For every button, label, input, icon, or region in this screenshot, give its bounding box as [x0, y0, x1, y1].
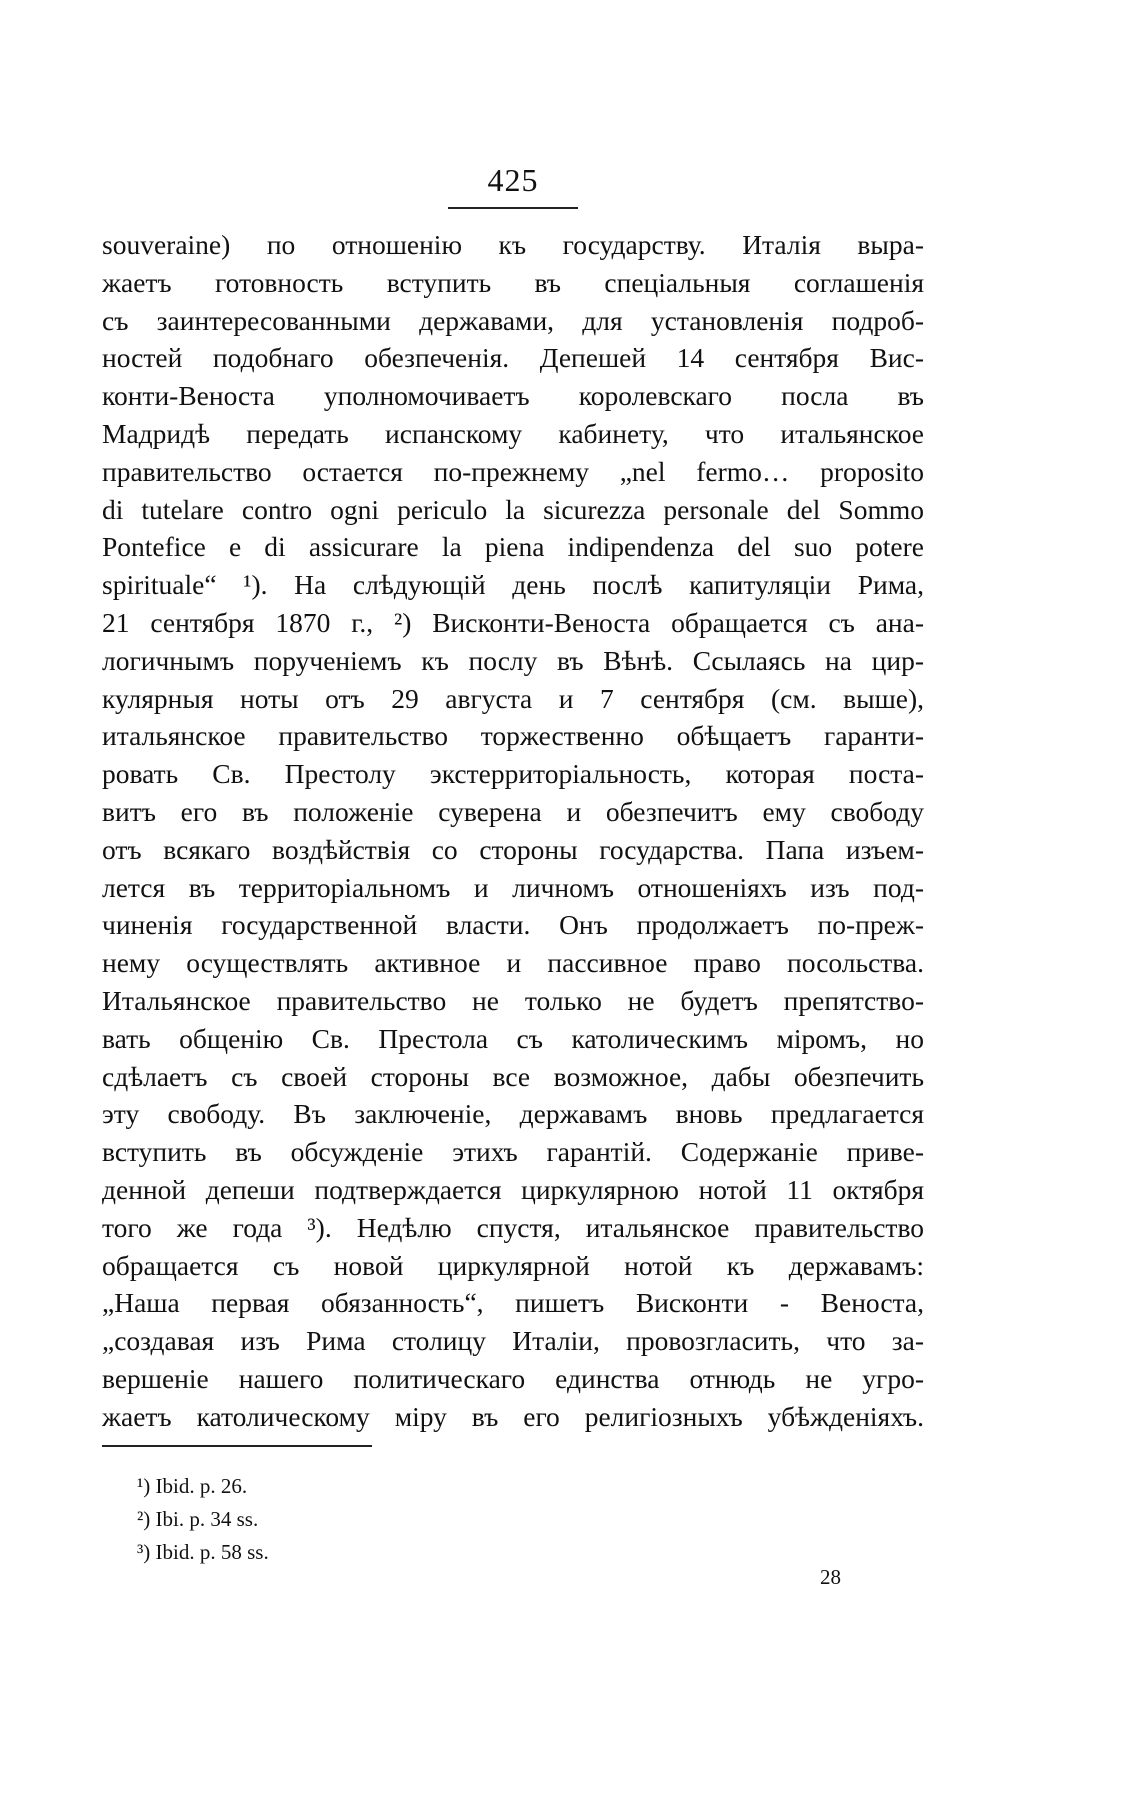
- text-line: правительство остается по-прежнему „nel fermo… proposito: [102, 455, 924, 487]
- text-line: вступить въ обсужденіе этихъ гарантій. Содержаніе приве-: [102, 1136, 924, 1168]
- text-line: Мадридѣ передать испанскому кабинету, что итальянское: [102, 417, 924, 449]
- text-line: 21 сентября 1870 г., ²) Висконти-Веноста обращается съ ана-: [102, 606, 924, 638]
- body-text: [102, 226, 924, 1436]
- text-line: жаетъ католическому міру въ его религіозныхъ убѣжденіяхъ.: [102, 1400, 924, 1432]
- text-line: „создавая изъ Рима столицу Италіи, провозгласить, что за-: [102, 1325, 924, 1357]
- text-line: логичнымъ порученіемъ къ послу въ Вѣнѣ. Ссылаясь на цир-: [102, 644, 924, 676]
- header-rule: [448, 207, 578, 209]
- text-line: витъ его въ положеніе суверена и обезпечитъ ему свободу: [102, 795, 924, 827]
- footnotes: [137, 1470, 269, 1569]
- text-line: жаетъ готовность вступить въ спеціальныя соглашенія: [102, 266, 924, 298]
- text-line: сдѣлаетъ съ своей стороны все возможное, дабы обезпечить: [102, 1060, 924, 1092]
- text-line: souveraine) по отношенію къ государству. Италія выра-: [102, 229, 924, 260]
- text-line: нему осуществлять активное и пассивное право посольства.: [102, 947, 924, 979]
- text-line: Итальянское правительство не только не будетъ препятство-: [102, 984, 924, 1016]
- page-number: 425: [487, 162, 539, 198]
- text-line: вершеніе нашего политическаго единства отнюдь не угро-: [102, 1362, 924, 1394]
- text-line: di tutelare contro ogni periculo la sicurezza personale del Sommo: [102, 493, 924, 525]
- text-line: вать общенію Св. Престола съ католическимъ міромъ, но: [102, 1022, 924, 1054]
- footnote-rule: [102, 1445, 372, 1447]
- text-line: ностей подобнаго обезпеченія. Депешей 14 сентября Вис-: [102, 342, 924, 374]
- footnote-3: ³) Ibid. p. 58 ss.: [137, 1540, 269, 1564]
- text-line: того же года ³). Недѣлю спустя, итальянское правительство: [102, 1211, 924, 1243]
- footnote-2: ²) Ibi. p. 34 ss.: [137, 1507, 259, 1531]
- text-line: spirituale“ ¹). На слѣдующій день послѣ капитуляціи Рима,: [102, 569, 924, 601]
- sheet-signature: 28: [820, 1565, 841, 1589]
- text-line: обращается съ новой циркулярной нотой къ державамъ:: [102, 1249, 924, 1281]
- text-line: кулярныя ноты отъ 29 августа и 7 сентября (см. выше),: [102, 682, 924, 714]
- text-line: „Наша первая обязанность“, пишетъ Висконти - Веноста,: [102, 1287, 924, 1319]
- text-line: чиненія государственной власти. Онъ продолжаетъ по-преж-: [102, 909, 924, 941]
- text-line: конти-Веноста уполномочиваетъ королевскаго посла въ: [102, 380, 924, 412]
- text-line: лется въ территоріальномъ и личномъ отношеніяхъ изъ под-: [102, 871, 924, 903]
- text-line: отъ всякаго воздѣйствія со стороны государства. Папа изъем-: [102, 833, 924, 865]
- footnote-1: ¹) Ibid. p. 26.: [137, 1474, 248, 1498]
- text-line: съ заинтересованными державами, для установленія подроб-: [102, 304, 924, 336]
- text-line: эту свободу. Въ заключеніе, державамъ вновь предлагается: [102, 1098, 924, 1130]
- text-line: ровать Св. Престолу экстерриторіальность, которая поста-: [102, 758, 924, 790]
- text-line: денной депеши подтверждается циркулярною нотой 11 октября: [102, 1173, 924, 1205]
- text-line: итальянское правительство торжественно обѣщаетъ гаранти-: [102, 720, 924, 752]
- text-line: Pontefice e di assicurare la piena indipendenza del suo potere: [102, 531, 924, 563]
